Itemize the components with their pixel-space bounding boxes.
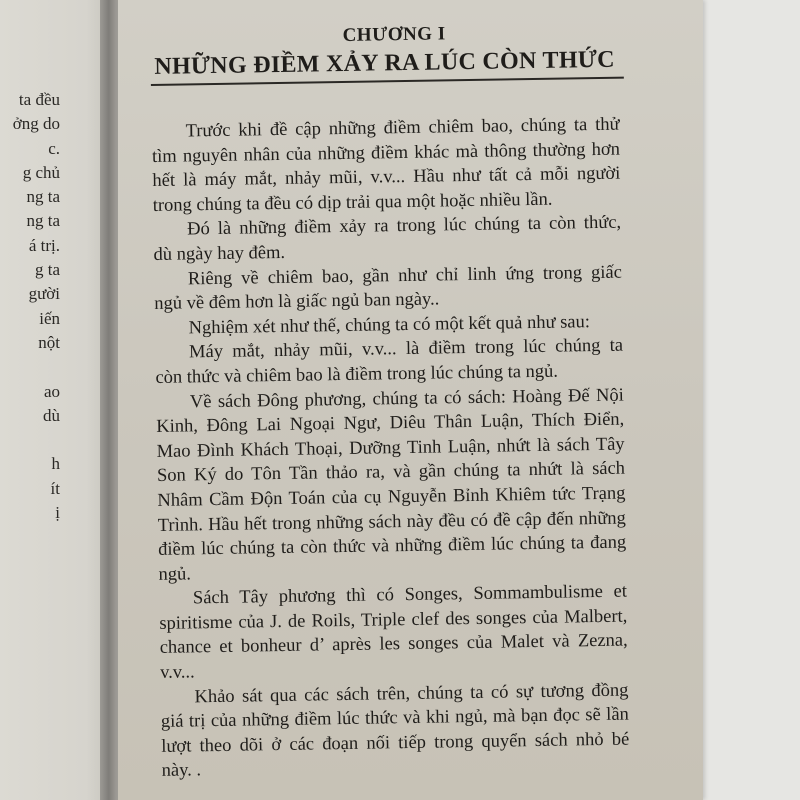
left-page-line: ị xyxy=(55,503,60,523)
left-page-line: c. xyxy=(48,138,60,158)
left-page-line xyxy=(13,355,60,379)
left-page-line xyxy=(13,428,60,452)
text-line: Nghiệm xét như thế, chúng ta có một kết quả như sau: xyxy=(188,311,591,339)
left-page-line: gười xyxy=(28,284,60,304)
text-line: Sách Tây phương thì có Songes, Sommambulisme et xyxy=(192,581,628,609)
left-page-line: g ta xyxy=(34,260,60,280)
chapter-label: CHƯƠNG I xyxy=(342,23,446,46)
text-line: Trình. Hầu hết trong những sách này đều có đề cập đến những xyxy=(157,508,626,536)
text-line: Riêng về chiêm bao, gần như chỉ linh ứng trong giấc xyxy=(187,262,623,289)
left-page-line: á trị. xyxy=(28,235,60,255)
left-page-line: dù xyxy=(43,405,60,425)
text-line: v.v... xyxy=(159,662,195,683)
paragraph xyxy=(155,334,624,391)
text-line: ngủ về đêm hơn là giấc ngủ ban ngày.. xyxy=(154,289,440,315)
left-page-line: ng ta xyxy=(26,187,60,207)
text-line: tìm nguyên nhân của những điềm khác mà thông thường hơn xyxy=(151,139,621,167)
left-page-line: ta đều xyxy=(18,90,60,109)
text-line: Khảo sát qua các sách trên, chúng ta có sự tương đồng xyxy=(194,680,629,708)
chapter-title: NHỮNG ĐIỀM XẢY RA LÚC CÒN THỨC xyxy=(154,46,616,80)
paragraph xyxy=(151,113,620,219)
left-page-line: ng ta xyxy=(26,211,60,231)
text-line: Kinh, Đông Lai Ngoại Ngư, Diêu Thân Luận, Thích Điển, xyxy=(156,409,625,438)
text-line: lượt theo dõi ở các đoạn nối tiếp trong quyển sách nhỏ bé xyxy=(161,729,630,757)
text-line: này. . xyxy=(161,760,202,782)
text-line: còn thức và chiêm bao là điềm trong lúc chúng ta ngủ. xyxy=(155,361,559,388)
text-line: Đó là những điềm xảy ra trong lúc chúng ta còn thức, xyxy=(187,213,622,240)
paragraph xyxy=(159,580,628,686)
paragraph xyxy=(154,260,623,317)
text-line: Nhâm Cầm Độn Toán của cụ Nguyễn Bỉnh Khiêm tức Trạng xyxy=(157,483,626,511)
paragraph xyxy=(153,211,622,268)
left-page-line: iến xyxy=(39,308,60,328)
paragraph xyxy=(156,383,627,587)
text-line: chance et bonheur d’ après les songes của Malet và Zezna, xyxy=(159,631,628,659)
left-page-text xyxy=(13,88,60,525)
text-line: hết là máy mắt, nhảy mũi, v.v... Hầu như tất cả mỗi người xyxy=(152,163,621,192)
text-line: điềm lúc chúng ta còn thức và những điềm lúc chúng ta đang xyxy=(158,532,627,561)
left-page-line: ao xyxy=(43,381,60,401)
left-page-line: h xyxy=(51,454,60,474)
left-page-line: ởng do xyxy=(12,114,60,134)
text-line: Mao Đình Khách Thoại, Dưỡng Tinh Luận, nhứt là sách Tây xyxy=(156,434,625,462)
paragraph xyxy=(160,678,629,784)
text-line: trong chúng ta đều có dịp trải qua một hoặc nhiều lần. xyxy=(152,189,553,216)
text-line: dù ngày hay đêm. xyxy=(153,242,286,265)
left-page xyxy=(0,0,108,800)
text-line: spiritisme của J. de Roils, Triple clef des songes của Malbert, xyxy=(159,606,628,634)
text-line: Về sách Đông phương, chúng ta có sách: Hoàng Đế Nội xyxy=(189,385,624,412)
left-page-line: ít xyxy=(50,478,60,498)
body-text xyxy=(151,113,629,784)
page-content xyxy=(150,21,630,784)
text-line: Son Ký do Tôn Tần thảo ra, và gần chúng ta nhứt là sách xyxy=(156,458,626,487)
text-line: Trước khi đề cập những điềm chiêm bao, chúng ta thử xyxy=(185,114,620,142)
left-page-line: nột xyxy=(38,332,60,352)
text-line: giá trị của những điềm lúc thức và khi ngủ, mà bạn đọc sẽ lần xyxy=(160,704,630,733)
text-line: ngủ. xyxy=(158,564,192,585)
left-page-line: g chủ xyxy=(22,162,60,182)
text-line: Máy mắt, nhảy mũi, v.v... là điềm trong lúc chúng ta xyxy=(188,335,624,363)
